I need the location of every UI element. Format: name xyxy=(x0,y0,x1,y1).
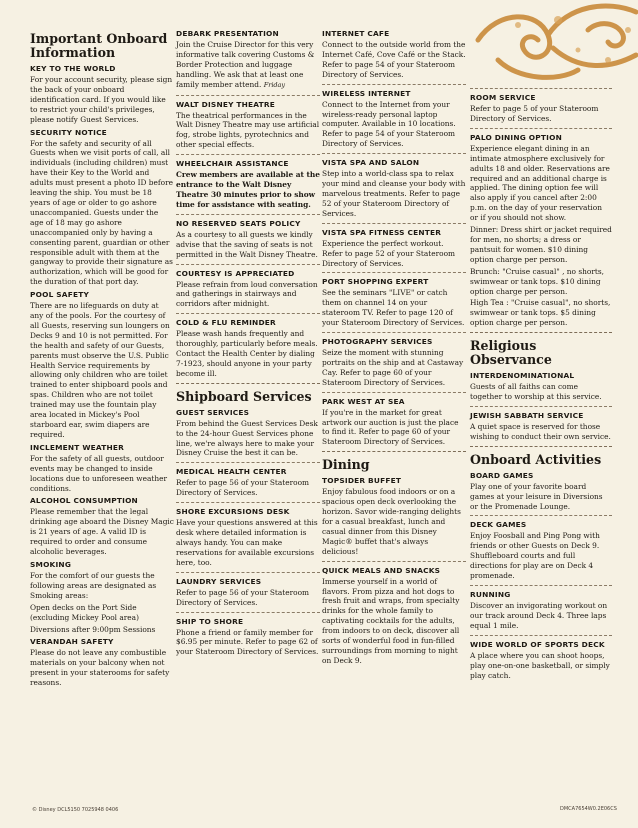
section-title-dining: Dining xyxy=(322,451,466,472)
security-notice-block xyxy=(30,128,174,288)
paragraph: See the seminars "LIVE" or catch them on channel 14 on your stateroom TV. Refer to page 120 of your Stateroom Directory of Services. xyxy=(322,288,465,328)
inclement-weather-block xyxy=(30,443,174,494)
palo-block xyxy=(470,128,612,328)
subheading: VISTA SPA FITNESS CENTER xyxy=(322,223,466,237)
paragraph: There are no lifeguards on duty at any of the pools. For the courtesy of all Guests, reserving sun loungers on Decks 9 and 10 is not permitted. For the health and safety of our Guests, parents must observe the U.S. Public Health Service requirements by allowing only children who are toilet trained to enter shipboard pools and spas. Children who are not toilet trained may use the fountain play area located in Mickey's Pool starboard ear, swim diapers are required. xyxy=(30,301,170,439)
internet-cafe-block xyxy=(322,29,466,80)
paragraph: Guests of all faiths can come together to worship at this service. xyxy=(470,382,602,402)
photography-block xyxy=(322,332,466,388)
subheading: WHEELCHAIR ASSISTANCE xyxy=(176,154,320,168)
paragraph: Experience the perfect workout. Refer to page 52 of your Stateroom Directory of Services. xyxy=(322,238,456,268)
paragraph: Please wash hands frequently and thoroughly, particularly before meals. Contact the Health Center by dialing 7-1923, should anyone in your party become ill. xyxy=(176,329,318,378)
paragraph: Step into a world-class spa to relax your mind and cleanse your body with marvelous treatments. Refer to page 52 of your Stateroom Directory of Services. xyxy=(322,169,466,218)
subheading: NO RESERVED SEATS POLICY xyxy=(176,214,320,228)
paragraph: Crew members are available at the entrance to the Walt Disney Theatre 30 minutes prior to show time for assistance with seating. xyxy=(176,170,321,209)
paragraph: If you're in the market for great artwork our auction is just the place to find it. Refer to page 60 of your Stateroom Directory of Services. xyxy=(322,407,459,447)
paragraph: Immerse yourself in a world of flavors. From pizza and hot dogs to fresh fruit and wraps, from specialty drinks for the whole family to captivating cocktails for the adults, from indoors to on deck, discover all sorts of wonderful food in fun-filled surroundings from morning to night on Deck 9. xyxy=(322,576,460,665)
subheading: KEY TO THE WORLD xyxy=(30,64,116,73)
subheading: SMOKING xyxy=(30,559,72,569)
debark-block xyxy=(176,29,320,91)
column-1 xyxy=(30,32,174,690)
pool-safety-block xyxy=(30,290,174,440)
theatre-block xyxy=(176,95,320,151)
board-games-block xyxy=(470,471,612,512)
subheading: RUNNING xyxy=(470,585,612,599)
paragraph: Discover an invigorating workout on our track around Deck 4. Three laps equal 1 mile. xyxy=(470,601,608,630)
verandah-block xyxy=(30,637,174,688)
jewish-sabbath-block xyxy=(470,406,612,442)
reserved-seats-block xyxy=(176,214,320,260)
paragraph: High Tea : "Cruise casual", no shorts, swimwear or tank tops. $5 dining option charge per person. xyxy=(470,298,611,328)
subheading: PALO DINING OPTION xyxy=(470,128,612,142)
subheading: VERANDAH SAFETY xyxy=(30,637,114,647)
guest-services-block xyxy=(176,408,320,459)
column-2 xyxy=(176,26,320,659)
paragraph: Join the Cruise Director for this very informative talk covering Customs & Border Protection and luggage handling. We ask that at least one family member attend. Friday xyxy=(176,40,315,89)
subheading: WIRELESS INTERNET xyxy=(322,84,466,98)
subheading: VISTA SPA AND SALON xyxy=(322,153,466,167)
shore-excursions-block xyxy=(176,502,320,568)
subheading: WALT DISNEY THEATRE xyxy=(176,95,320,109)
paragraph: For the safety of all guests, outdoor events may be changed to inside locations due to unforeseen weather conditions. xyxy=(30,453,168,493)
subheading: INTERNET CAFE xyxy=(322,29,390,38)
deck-games-block xyxy=(470,515,612,581)
wheelchair-block xyxy=(176,154,320,210)
paragraph: Have your questions answered at this desk where detailed information is always handy. You can make reservations for available excursions here, too. xyxy=(176,518,318,567)
subheading: ROOM SERVICE xyxy=(470,88,612,102)
subheading: MEDICAL HEALTH CENTER xyxy=(176,462,320,476)
paragraph: Connect to the outside world from the Internet Café, Cove Café or the Stack. Refer to page 54 of your Stateroom Directory of Services. xyxy=(322,40,466,79)
subheading: TOPSIDER BUFFET xyxy=(322,476,402,486)
park-west-block xyxy=(322,392,466,448)
paragraph: Seize the moment with stunning portraits on the ship and at Castaway Cay. Refer to page 60 of your Stateroom Directory of Services. xyxy=(322,348,464,387)
subheading: SHORE EXCURSIONS DESK xyxy=(176,502,320,516)
paragraph: Experience elegant dining in an intimate atmosphere exclusively for adults 18 and older. Reservations are required and an additional charge is applied. The dining option fee will also apply if you cancel after 2:00 p.m. on the day of your reservation or if you should not show. xyxy=(470,143,610,223)
paragraph: The theatrical performances in the Walt Disney Theatre may use artificial fog, strobe lights, pyrotechnics and other special effects. xyxy=(176,110,320,150)
paragraph: Please refrain from loud conversation and gatherings in stairways and corridors after midnight. xyxy=(176,279,318,309)
alcohol-block xyxy=(30,496,174,557)
subheading: GUEST SERVICES xyxy=(176,407,250,417)
paragraph: Refer to page 5 of your Stateroom Directory of Services. xyxy=(470,104,599,123)
room-service-block xyxy=(470,88,612,124)
subheading: DEBARK PRESENTATION xyxy=(176,29,279,38)
subheading: INCLEMENT WEATHER xyxy=(30,442,125,452)
paragraph: A quiet space is reserved for those wishing to conduct their own service. xyxy=(470,421,611,441)
paragraph: Refer to page 56 of your Stateroom Directory of Services. xyxy=(176,587,310,607)
paragraph: As a courtesy to all guests we kindly advise that the saving of seats is not permitted in the Walt Disney Theatre. xyxy=(176,229,318,259)
column-4 xyxy=(470,26,612,682)
topsider-block xyxy=(322,476,466,556)
fitness-block xyxy=(322,223,466,269)
subheading: WIDE WORLD OF SPORTS DECK xyxy=(470,635,612,649)
courtesy-block xyxy=(176,264,320,310)
ship-to-shore-block xyxy=(176,612,320,658)
interdenominational-block xyxy=(470,371,612,402)
smoking-block xyxy=(30,560,174,634)
spa-block xyxy=(322,153,466,219)
column-3 xyxy=(322,26,466,668)
section-title-activities: Onboard Activities xyxy=(470,446,612,467)
paragraph: Dinner: Dress shirt or jacket required for men, no shorts; a dress or pantsuit for women. $10 dining option charge per person. xyxy=(470,225,612,264)
paragraph: For your account security, please sign the back of your onboard identification card. If you would like to restrict your child's privileges, please notify Guest Services. xyxy=(30,75,173,124)
paragraph: Enjoy fabulous food indoors or on a spacious open deck overlooking the horizon. Savor wide-ranging delights for a casual breakfast, lunch and casual dinner from this Disney Magic® buffet that's always delicious! xyxy=(322,487,461,556)
subheading: JEWISH SABBATH SERVICE xyxy=(470,406,612,420)
paragraph: Connect to the Internet from your wireless-ready personal laptop computer. Available in 10 locations. Refer to page 54 of your Stateroom Directory of Services. xyxy=(322,99,456,149)
cold-flu-block xyxy=(176,313,320,379)
laundry-block xyxy=(176,572,320,608)
paragraph: Please do not leave any combustible materials on your balcony when not present in your staterooms for safety reasons. xyxy=(30,648,170,688)
subheading: ALCOHOL CONSUMPTION xyxy=(30,496,138,506)
section-title-religious: Religious Observance xyxy=(470,332,612,367)
footer-copyright: © Disney DCL5150 7025948 0406 xyxy=(32,807,119,813)
subheading: PHOTOGRAPHY SERVICES xyxy=(322,332,466,346)
paragraph: For the safety and security of all Guests when we visit ports of call, all individuals (including children) must have their Key to the World and adults must present a photo ID before leaving the ship. You must be 18 years of age or older to go ashore unaccompanied. Guests under the age of 18 may go ashore unaccompanied only by having a consenting parent, guardian or other responsible adult with them at the gangway to provide their signature as authorization, which will be good for the duration of that port day. xyxy=(30,138,173,287)
quick-meals-block xyxy=(322,561,466,666)
smoking-area-line: Diversions after 9:00pm Sessions xyxy=(30,624,156,634)
subheading: POOL SAFETY xyxy=(30,290,89,300)
subheading: PARK WEST AT SEA xyxy=(322,392,466,406)
paragraph: For the comfort of our guests the following areas are designated as Smoking areas: xyxy=(30,570,157,600)
paragraph: Refer to page 56 of your Stateroom Directory of Services. xyxy=(176,478,310,498)
paragraph: Phone a friend or family member for $6.95 per minute. Refer to page 62 of your Stateroom Directory of Services. xyxy=(176,627,319,657)
subheading: PORT SHOPPING EXPERT xyxy=(322,272,466,286)
subheading: SHIP TO SHORE xyxy=(176,612,320,626)
subheading: DECK GAMES xyxy=(470,515,612,529)
subheading: BOARD GAMES xyxy=(470,470,534,480)
subheading: COLD & FLU REMINDER xyxy=(176,313,320,327)
ornament-spacer xyxy=(470,26,612,84)
wireless-block xyxy=(322,84,466,150)
running-block xyxy=(470,585,612,631)
footer-code: DMCA7654W0.2E06CS xyxy=(560,806,617,812)
day-note: Friday xyxy=(263,80,286,89)
section-title-shipboard-services: Shipboard Services xyxy=(176,383,320,404)
subheading: INTERDENOMINATIONAL xyxy=(470,371,575,381)
medical-block xyxy=(176,462,320,498)
paragraph: From behind the Guest Services Desk to the 24-hour Guest Services phone line, we're always here to make your Disney Cruise the best it can be. xyxy=(176,418,318,458)
paragraph: Please remember that the legal drinking age aboard the Disney Magic is 21 years of age. A valid ID is required to order and consume alcoholic beverages. xyxy=(30,507,174,557)
key-to-world-block xyxy=(30,64,174,125)
subheading: SECURITY NOTICE xyxy=(30,127,107,137)
port-shopping-block xyxy=(322,272,466,328)
subheading: COURTESY IS APPRECIATED xyxy=(176,264,320,278)
section-title-onboard-info: Important Onboard Information xyxy=(30,31,168,60)
paragraph: Play one of your favorite board games at your leisure in Diversions or the Promenade Lounge. xyxy=(470,481,603,511)
paragraph: Brunch: "Cruise casual" , no shorts, swimwear or tank tops. $10 dining option charge per person. xyxy=(470,266,604,296)
paragraph: Enjoy Foosball and Ping Pong with friends or other Guests on Deck 9. Shuffleboard courts and full directions for play are on Deck 4 promenade. xyxy=(470,531,600,581)
smoking-area-line: Open decks on the Port Side (excluding Mickey Pool area) xyxy=(30,602,139,622)
subheading: LAUNDRY SERVICES xyxy=(176,572,320,586)
subheading: QUICK MEALS AND SNACKS xyxy=(322,561,466,575)
paragraph: A place where you can shoot hoops, play one-on-one basketball, or simply play catch. xyxy=(470,650,610,680)
sports-deck-block xyxy=(470,635,612,681)
